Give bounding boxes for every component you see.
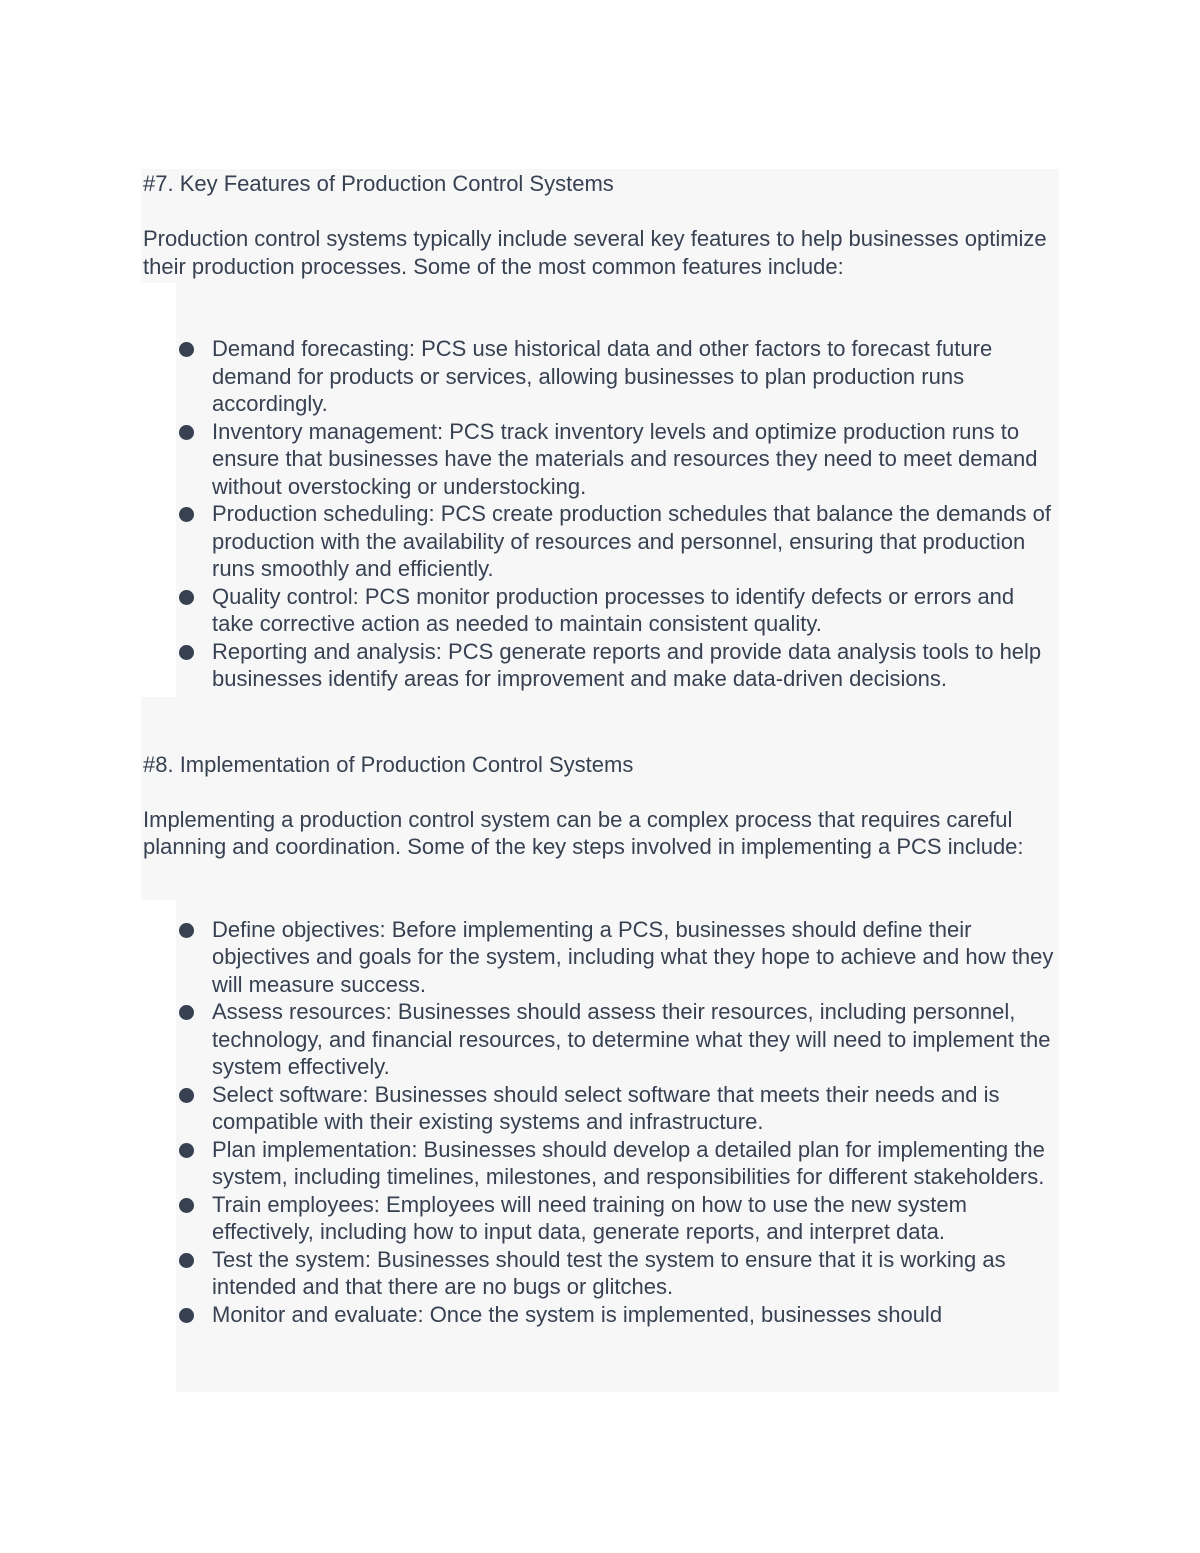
list-item-text: Production scheduling: PCS create production schedules that balance the demands of production with the availability of resources and personnel, ensuring that production runs smoothly and efficiently.: [212, 501, 1051, 581]
list-item: [143, 916, 1059, 999]
feature-list: [143, 335, 1059, 693]
list-item-text: Quality control: PCS monitor production processes to identify defects or errors and take corrective action as needed to maintain consistent quality.: [212, 583, 1015, 636]
list-item: [143, 335, 1059, 418]
list-item-text: Reporting and analysis: PCS generate reports and provide data analysis tools to help businesses identify areas for improvement and make data-driven decisions.: [212, 638, 1042, 691]
list-item: [143, 583, 1059, 638]
bullet-icon: [179, 1005, 194, 1020]
bullet-icon: [179, 923, 194, 938]
list-item-text: Assess resources: Businesses should assess their resources, including personnel, technology, and financial resources, to determine what they will need to implement the system effectively.: [212, 999, 1051, 1079]
list-item: [143, 998, 1059, 1081]
list-item: [143, 418, 1059, 501]
section-heading: #8. Implementation of Production Control Systems: [143, 751, 634, 777]
list-item-text: Select software: Businesses should select software that meets their needs and is compatible with their existing systems and infrastructure.: [212, 1081, 1000, 1134]
list-item-text: Demand forecasting: PCS use historical data and other factors to forecast future demand for products or services, allowing businesses to plan production runs accordingly.: [212, 336, 993, 416]
section-intro: Implementing a production control system can be a complex process that requires careful planning and coordination. Some of the key steps involved in implementing a PCS include:: [143, 806, 1024, 859]
bullet-icon: [179, 1253, 194, 1268]
bullet-icon: [179, 1143, 194, 1158]
list-item: [143, 1136, 1059, 1191]
list-item-text: Define objectives: Before implementing a PCS, businesses should define their objectives and goals for the system, including what they hope to achieve and how they will measure success.: [212, 916, 1054, 997]
list-item-text: Test the system: Businesses should test the system to ensure that it is working as intended and that there are no bugs or glitches.: [212, 1246, 1006, 1299]
list-item-text: Monitor and evaluate: Once the system is implemented, businesses should: [212, 1301, 943, 1327]
document-content: [143, 169, 1059, 1328]
section-key-features: [143, 169, 1059, 693]
list-item-text: Plan implementation: Businesses should develop a detailed plan for implementing the system, including timelines, milestones, and responsibilities for different stakeholders.: [212, 1136, 1045, 1189]
bullet-icon: [179, 507, 194, 522]
bullet-icon: [179, 590, 194, 605]
list-item: [143, 500, 1059, 583]
bullet-icon: [179, 645, 194, 660]
list-item: [143, 1081, 1059, 1136]
steps-list: [143, 916, 1059, 1329]
list-item: [143, 638, 1059, 693]
bullet-icon: [179, 342, 194, 357]
section-intro: Production control systems typically include several key features to help businesses optimize their production processes. Some of the most common features include:: [143, 226, 1047, 279]
bullet-icon: [179, 1198, 194, 1213]
list-item-text: Train employees: Employees will need training on how to use the new system effectively, including how to input data, generate reports, and interpret data.: [212, 1191, 967, 1244]
list-item-text: Inventory management: PCS track inventory levels and optimize production runs to ensure that businesses have the materials and resources they need to meet demand without overstocking or understocking.: [212, 418, 1038, 499]
list-item: [143, 1301, 1059, 1329]
list-item: [143, 1191, 1059, 1246]
bullet-icon: [179, 1088, 194, 1103]
section-implementation: [143, 750, 1059, 1329]
list-item: [143, 1246, 1059, 1301]
section-heading: #7. Key Features of Production Control Systems: [143, 171, 614, 196]
bullet-icon: [179, 425, 194, 440]
bullet-icon: [179, 1308, 194, 1323]
